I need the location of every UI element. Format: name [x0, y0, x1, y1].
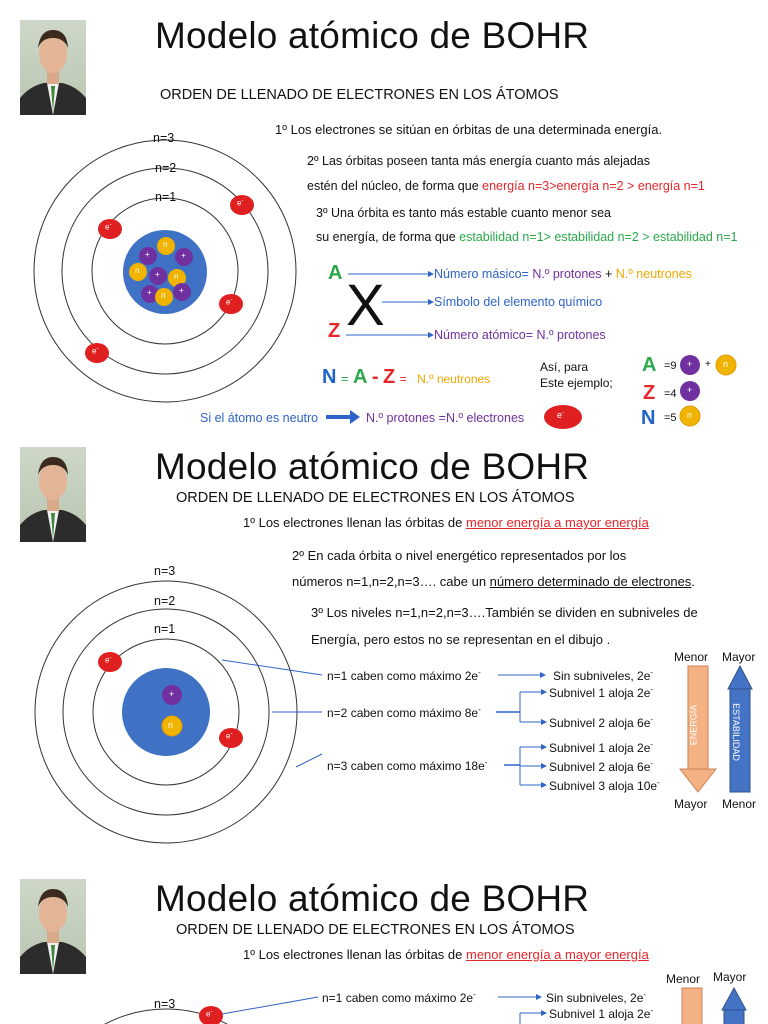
subtitle: ORDEN DE LLENADO DE ELECTRONES EN LOS ÁTOMOS: [160, 87, 559, 103]
energy-arrow-label: ENERGÍA: [688, 704, 699, 746]
symbol-Z: Z: [328, 320, 341, 342]
mass-label: Número másico=: [434, 267, 533, 281]
neutron-label: n: [161, 291, 166, 300]
rule-1: 1º Los electrones se sitúan en órbitas de una determinada energía.: [275, 122, 663, 137]
s3-energy-order: menor energía a mayor energía: [466, 947, 649, 962]
proton-label: +: [179, 286, 184, 295]
charge: -: [484, 758, 488, 767]
sublevel-2-n3-text: Subnivel 2 aloja 6e: [549, 760, 651, 774]
electron-label: e: [557, 410, 563, 420]
neutral-text: Si el átomo es neutro: [200, 411, 319, 425]
s3-capacity-n1: [322, 990, 476, 1005]
stability-high-label: Mayor: [722, 650, 756, 664]
energy-order: energía n=3>energía n=2 > energía n=1: [482, 179, 705, 193]
eq-neutrons: N.º neutrones: [417, 372, 491, 386]
eq-Z: Z: [382, 366, 396, 388]
charge: -: [473, 990, 476, 999]
rule-2a: 2º Las órbitas poseen tanta más energía cuanto más alejadas: [307, 154, 650, 168]
s3-sublevel-1: [549, 1006, 653, 1021]
charge: -: [650, 715, 654, 724]
example-N: N: [641, 407, 656, 429]
proton-label: +: [145, 250, 150, 259]
proton-label: +: [155, 270, 160, 279]
neutron-label: n: [723, 359, 729, 369]
s3-sublevel-none: [546, 990, 646, 1005]
neutron-label: n: [687, 410, 693, 420]
neutral-equation: N.º protones =N.º electrones: [366, 411, 525, 425]
sublevel-none-text: Sin subniveles, 2e: [553, 669, 651, 683]
charge: -: [657, 778, 660, 787]
sublevel-3-n3-text: Subnivel 3 aloja 10e: [549, 779, 658, 793]
example-A: A: [642, 354, 657, 376]
example-line-2: Este ejemplo;: [540, 376, 613, 390]
charge: -: [478, 705, 481, 714]
eq-N: N: [322, 366, 337, 388]
stability-order: estabilidad n=1> estabilidad n=2 > estabilidad n=1: [459, 230, 738, 244]
example-plus: +: [705, 359, 711, 370]
electron-label: e: [206, 1009, 211, 1019]
example-N-value: =5: [664, 412, 677, 424]
stability-low-label: Menor: [722, 797, 757, 811]
s3-energy-low-label: Menor: [666, 972, 701, 986]
sublevel-1-n2-text: Subnivel 1 aloja 2e: [549, 686, 651, 700]
electron-label: e: [105, 222, 110, 232]
orbit-label-n3: n=3: [154, 997, 176, 1011]
capacity-n3-text: n=3 caben como máximo 18e: [327, 759, 485, 773]
subtitle: ORDEN DE LLENADO DE ELECTRONES EN LOS ÁTOMOS: [176, 490, 575, 506]
orbit-label-n1: n=1: [155, 190, 177, 204]
symbol-A: A: [328, 262, 343, 284]
proton-label: +: [181, 251, 186, 260]
page-title: Modelo atómico de BOHR: [155, 15, 590, 56]
example-A-value: =9: [664, 360, 677, 372]
neutron-label: n: [135, 266, 140, 275]
neutron-label: n: [168, 720, 174, 730]
electron-label: e: [237, 198, 242, 208]
eq-minus: -: [371, 366, 379, 388]
charge: -: [478, 668, 481, 677]
orbit-label-n2: n=2: [154, 594, 176, 608]
neutron-label: n: [174, 272, 179, 281]
energy-high-label: Mayor: [674, 797, 708, 811]
s2-rule-3a: 3º Los niveles n=1,n=2,n=3….También se dividen en subniveles de: [311, 605, 698, 620]
s2-rule-2b-text: números n=1,n=2,n=3…. cabe un: [292, 574, 490, 589]
atomic-number: Número atómico= N.º protones: [434, 328, 606, 342]
example-line-1: Así, para: [540, 360, 589, 374]
s3-sublevel-1-text: Subnivel 1 aloja 2e: [549, 1007, 651, 1021]
rule-2b-text: estén del núcleo, de forma que: [307, 179, 483, 193]
example-Z: Z: [643, 382, 656, 404]
mass-neutrons: N.º neutrones: [615, 267, 692, 281]
orbit-label-n3: n=3: [153, 131, 175, 145]
mass-protons: N.º protones: [532, 267, 602, 281]
rule-3a: 3º Una órbita es tanto más estable cuanto menor sea: [316, 206, 612, 220]
charge: -: [650, 740, 654, 749]
electron-charge: -: [230, 731, 233, 737]
page-title: Modelo atómico de BOHR: [155, 446, 590, 487]
electron-label: e: [226, 297, 231, 307]
eq-equals: =: [340, 371, 349, 386]
charge: -: [650, 759, 654, 768]
electron-charge: -: [562, 410, 565, 416]
proton-label: +: [687, 359, 693, 369]
subtitle: ORDEN DE LLENADO DE ELECTRONES EN LOS ÁTOMOS: [176, 922, 575, 938]
symbol-X: X: [346, 273, 385, 338]
example-Z-value: =4: [664, 388, 677, 400]
page-title: Modelo atómico de BOHR: [155, 878, 590, 919]
neutron-label: n: [163, 240, 168, 249]
s3-rule-1-text: 1º Los electrones llenan las órbitas de: [243, 947, 466, 962]
electron-charge: -: [210, 1009, 213, 1015]
electron-charge: -: [109, 655, 112, 661]
symbol-desc: Símbolo del elemento químico: [434, 295, 603, 309]
charge: -: [650, 668, 654, 677]
s3-stability-high-label: Mayor: [713, 970, 747, 984]
electron-charge: -: [230, 297, 233, 303]
stability-arrow-label: ESTABILIDAD: [730, 703, 741, 761]
s3-capacity-n1-text: n=1 caben como máximo 2e: [322, 991, 474, 1005]
proton-label: +: [169, 689, 175, 699]
s2-period: .: [691, 574, 695, 589]
electron-label: e: [92, 346, 97, 356]
charge: -: [643, 990, 647, 999]
s2-rule-1-text: 1º Los electrones llenan las órbitas de: [243, 515, 466, 530]
proton-label: +: [687, 385, 693, 395]
s2-rule-2a: 2º En cada órbita o nivel energético representados por los: [292, 548, 627, 563]
orbit-label-n2: n=2: [155, 161, 177, 175]
electron-charge: -: [96, 346, 99, 352]
charge: -: [650, 1006, 654, 1015]
charge: -: [650, 685, 654, 694]
eq-equals-2: =: [399, 372, 407, 386]
electron-label: e: [105, 655, 110, 665]
electron-label: e: [226, 731, 231, 741]
electron-charge: -: [109, 222, 112, 228]
sublevel-1-n3-text: Subnivel 1 aloja 2e: [549, 741, 651, 755]
orbit-label-n3: n=3: [154, 564, 176, 578]
s2-rule-3b: Energía, pero estos no se representan en el dibujo .: [311, 632, 611, 647]
electron-charge: -: [241, 198, 244, 204]
mass-plus: +: [601, 267, 616, 281]
proton-label: +: [147, 288, 152, 297]
eq-A: A: [352, 366, 368, 388]
capacity-n2-text: n=2 caben como máximo 8e: [327, 706, 479, 720]
capacity-n1-text: n=1 caben como máximo 2e: [327, 669, 479, 683]
energy-low-label: Menor: [674, 650, 709, 664]
s2-electron-count: número determinado de electrones: [489, 574, 692, 589]
orbit-label-n1: n=1: [154, 622, 176, 636]
rule-3b-text: su energía, de forma que: [316, 230, 460, 244]
sublevel-2-n2-text: Subnivel 2 aloja 6e: [549, 716, 651, 730]
s2-energy-order: menor energía a mayor energía: [466, 515, 649, 530]
s3-sublevel-none-text: Sin subniveles, 2e: [546, 991, 644, 1005]
